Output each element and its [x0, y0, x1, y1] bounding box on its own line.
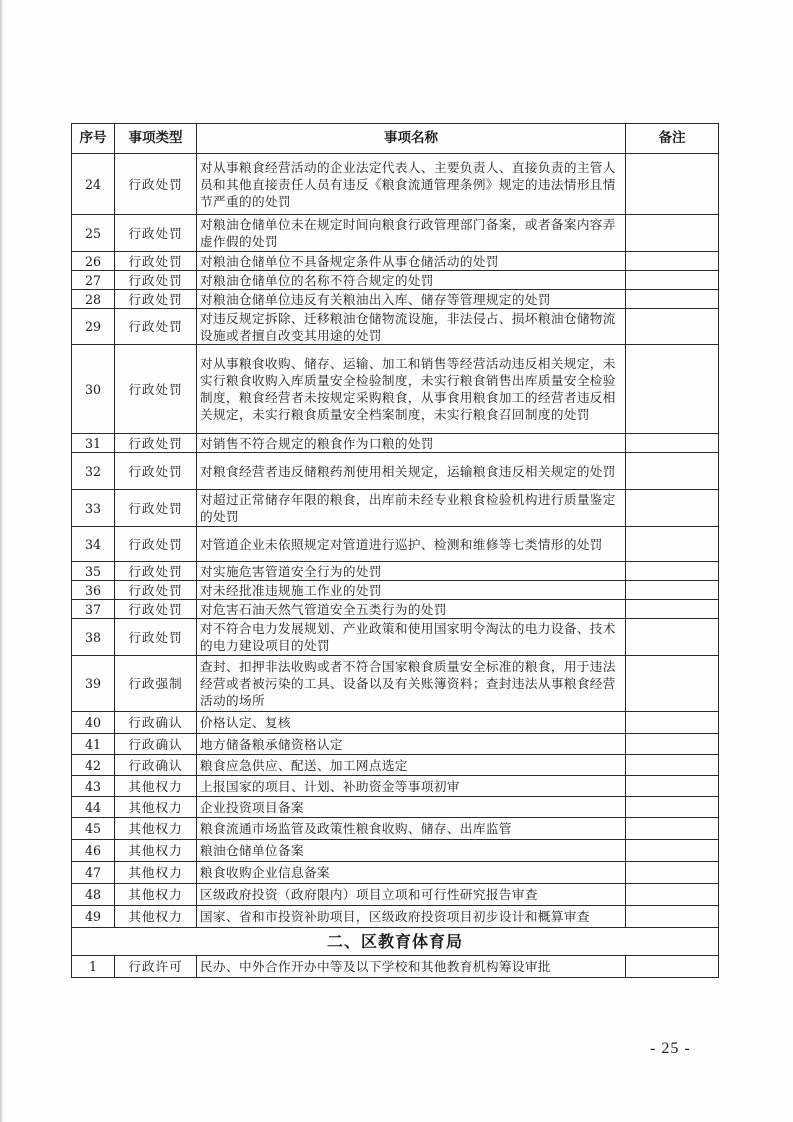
row-note: [626, 776, 719, 797]
row-note: [626, 581, 719, 600]
row-seq: 34: [72, 527, 115, 562]
page-number: - 25 -: [650, 1040, 691, 1057]
row-name: 对超过正常储存年限的粮食，出库前未经专业粮食检验机构进行质量鉴定的处罚: [197, 490, 626, 527]
row-name: 粮食应急供应、配送、加工网点选定: [197, 755, 626, 776]
row-note: [626, 884, 719, 906]
row-seq: 42: [72, 755, 115, 776]
table-row: [72, 527, 719, 562]
row-name: 区级政府投资（政府限内）项目立项和可行性研究报告审查: [197, 884, 626, 906]
row-seq: 31: [72, 434, 115, 453]
row-name: 对不符合电力发展规划、产业政策和使用国家明令淘汰的电力设备、技术的电力建设项目的处罚: [197, 619, 626, 656]
row-type: 行政处罚: [115, 271, 197, 290]
row-note: [626, 619, 719, 656]
row-note: [626, 434, 719, 453]
row-note: [626, 490, 719, 527]
row-seq: 37: [72, 600, 115, 619]
table-row: [72, 271, 719, 290]
row-type: 其他权力: [115, 840, 197, 862]
row-type: 行政处罚: [115, 619, 197, 656]
row-seq: 30: [72, 345, 115, 434]
table-row: [72, 755, 719, 776]
row-type: 行政确认: [115, 755, 197, 776]
row-seq: 27: [72, 271, 115, 290]
row-note: [626, 309, 719, 345]
row-note: [626, 252, 719, 271]
row-type: 行政处罚: [115, 290, 197, 309]
row-note: [626, 154, 719, 215]
row-name: 对粮食经营者违反储粮药剂使用相关规定，运输粮食违反相关规定的处罚: [197, 453, 626, 490]
row-note: [626, 215, 719, 252]
row-note: [626, 818, 719, 840]
table-row: [72, 656, 719, 712]
table-row: [72, 840, 719, 862]
row-name: 对粮油仓储单位未在规定时间向粮食行政管理部门备案，或者备案内容弄虚作假的处罚: [197, 215, 626, 252]
row-type: 行政确认: [115, 734, 197, 755]
row-name: 上报国家的项目、计划、补助资金等事项初审: [197, 776, 626, 797]
row-name: 对粮油仓储单位不具备规定条件从事仓储活动的处罚: [197, 252, 626, 271]
row-seq: 46: [72, 840, 115, 862]
row-note: [626, 712, 719, 734]
table-row: [72, 309, 719, 345]
row-seq: 41: [72, 734, 115, 755]
row-seq: 1: [72, 956, 115, 978]
table-body: [72, 154, 719, 978]
table-row: [72, 956, 719, 978]
row-seq: 47: [72, 862, 115, 884]
row-name: 对销售不符合规定的粮食作为口粮的处罚: [197, 434, 626, 453]
row-note: [626, 840, 719, 862]
row-name: 对从事粮食收购、储存、运输、加工和销售等经营活动违反相关规定，未实行粮食收购入库质量安全检验制度，未实行粮食销售出库质量安全检验制度，粮食经营者未按规定采购粮食，从事食用粮食加工的经营者违反相关规定，未实行粮食质量安全档案制度，未实行粮食召回制度的处罚: [197, 345, 626, 434]
row-type: 行政处罚: [115, 345, 197, 434]
power-list-table: [71, 123, 719, 978]
row-name: 对从事粮食经营活动的企业法定代表人、主要负责人、直接负责的主管人员和其他直接责任人员有违反《粮食流通管理条例》规定的违法情形且情节严重的的处罚: [197, 154, 626, 215]
row-note: [626, 956, 719, 978]
row-type: 行政许可: [115, 956, 197, 978]
row-name: 查封、扣押非法收购或者不符合国家粮食质量安全标准的粮食，用于违法经营或者被污染的工具、设备以及有关账簿资料；查封违法从事粮食经营活动的场所: [197, 656, 626, 712]
row-note: [626, 656, 719, 712]
row-type: 行政处罚: [115, 309, 197, 345]
row-note: [626, 734, 719, 755]
row-name: 对危害石油天然气管道安全五类行为的处罚: [197, 600, 626, 619]
row-seq: 39: [72, 656, 115, 712]
row-name: 地方储备粮承储资格认定: [197, 734, 626, 755]
row-name: 粮食收购企业信息备案: [197, 862, 626, 884]
row-name: 企业投资项目备案: [197, 797, 626, 818]
table-row: [72, 490, 719, 527]
row-type: 行政强制: [115, 656, 197, 712]
row-type: 行政处罚: [115, 490, 197, 527]
row-name: 对未经批准违规施工作业的处罚: [197, 581, 626, 600]
header-seq: 序号: [72, 124, 115, 154]
row-note: [626, 906, 719, 928]
row-seq: 36: [72, 581, 115, 600]
row-type: 其他权力: [115, 818, 197, 840]
row-type: 行政处罚: [115, 215, 197, 252]
row-seq: 33: [72, 490, 115, 527]
row-note: [626, 797, 719, 818]
row-seq: 44: [72, 797, 115, 818]
row-name: 对管道企业未依照规定对管道进行巡护、检测和维修等七类情形的处罚: [197, 527, 626, 562]
row-note: [626, 271, 719, 290]
row-seq: 45: [72, 818, 115, 840]
row-type: 其他权力: [115, 862, 197, 884]
row-type: 行政确认: [115, 712, 197, 734]
row-note: [626, 862, 719, 884]
table-row: [72, 884, 719, 906]
row-name: 国家、省和市投资补助项目，区级政府投资项目初步设计和概算审查: [197, 906, 626, 928]
row-seq: 32: [72, 453, 115, 490]
table-row: [72, 906, 719, 928]
table-row: [72, 215, 719, 252]
row-seq: 38: [72, 619, 115, 656]
table-header-row: [72, 124, 719, 154]
row-seq: 26: [72, 252, 115, 271]
table-row: [72, 818, 719, 840]
row-note: [626, 600, 719, 619]
header-note: 备注: [626, 124, 719, 154]
row-type: 其他权力: [115, 884, 197, 906]
scan-edge-shadow: [0, 0, 3, 1122]
row-seq: 35: [72, 562, 115, 581]
row-note: [626, 290, 719, 309]
row-name: 对粮油仓储单位违反有关粮油出入库、储存等管理规定的处罚: [197, 290, 626, 309]
row-name: 粮食流通市场监管及政策性粮食收购、储存、出库监管: [197, 818, 626, 840]
table-row: [72, 290, 719, 309]
row-type: 其他权力: [115, 797, 197, 818]
row-type: 行政处罚: [115, 154, 197, 215]
row-seq: 29: [72, 309, 115, 345]
section-header-row: [72, 928, 719, 956]
table-row: [72, 434, 719, 453]
row-note: [626, 755, 719, 776]
row-name: 对违反规定拆除、迁移粮油仓储物流设施，非法侵占、损坏粮油仓储物流设施或者擅自改变其用途的处罚: [197, 309, 626, 345]
table-row: [72, 862, 719, 884]
row-name: 对实施危害管道安全行为的处罚: [197, 562, 626, 581]
row-name: 价格认定、复核: [197, 712, 626, 734]
table-row: [72, 712, 719, 734]
row-seq: 28: [72, 290, 115, 309]
row-type: 行政处罚: [115, 434, 197, 453]
row-type: 行政处罚: [115, 453, 197, 490]
row-type: 行政处罚: [115, 600, 197, 619]
table-row: [72, 345, 719, 434]
section-title: 二、区教育体育局: [72, 928, 719, 956]
table-row: [72, 797, 719, 818]
row-type: 行政处罚: [115, 252, 197, 271]
table-row: [72, 453, 719, 490]
table-row: [72, 154, 719, 215]
row-note: [626, 527, 719, 562]
table-row: [72, 562, 719, 581]
row-note: [626, 453, 719, 490]
row-type: 其他权力: [115, 906, 197, 928]
row-name: 粮油仓储单位备案: [197, 840, 626, 862]
header-type: 事项类型: [115, 124, 197, 154]
row-type: 行政处罚: [115, 562, 197, 581]
table-row: [72, 734, 719, 755]
row-note: [626, 562, 719, 581]
table-row: [72, 619, 719, 656]
row-type: 其他权力: [115, 776, 197, 797]
row-name: 对粮油仓储单位的名称不符合规定的处罚: [197, 271, 626, 290]
row-type: 行政处罚: [115, 527, 197, 562]
row-name: 民办、中外合作开办中等及以下学校和其他教育机构筹设审批: [197, 956, 626, 978]
header-name: 事项名称: [197, 124, 626, 154]
row-seq: 43: [72, 776, 115, 797]
table-row: [72, 581, 719, 600]
row-seq: 49: [72, 906, 115, 928]
table-row: [72, 776, 719, 797]
row-seq: 24: [72, 154, 115, 215]
table-row: [72, 600, 719, 619]
row-seq: 48: [72, 884, 115, 906]
row-seq: 40: [72, 712, 115, 734]
row-type: 行政处罚: [115, 581, 197, 600]
row-seq: 25: [72, 215, 115, 252]
table-row: [72, 252, 719, 271]
row-note: [626, 345, 719, 434]
